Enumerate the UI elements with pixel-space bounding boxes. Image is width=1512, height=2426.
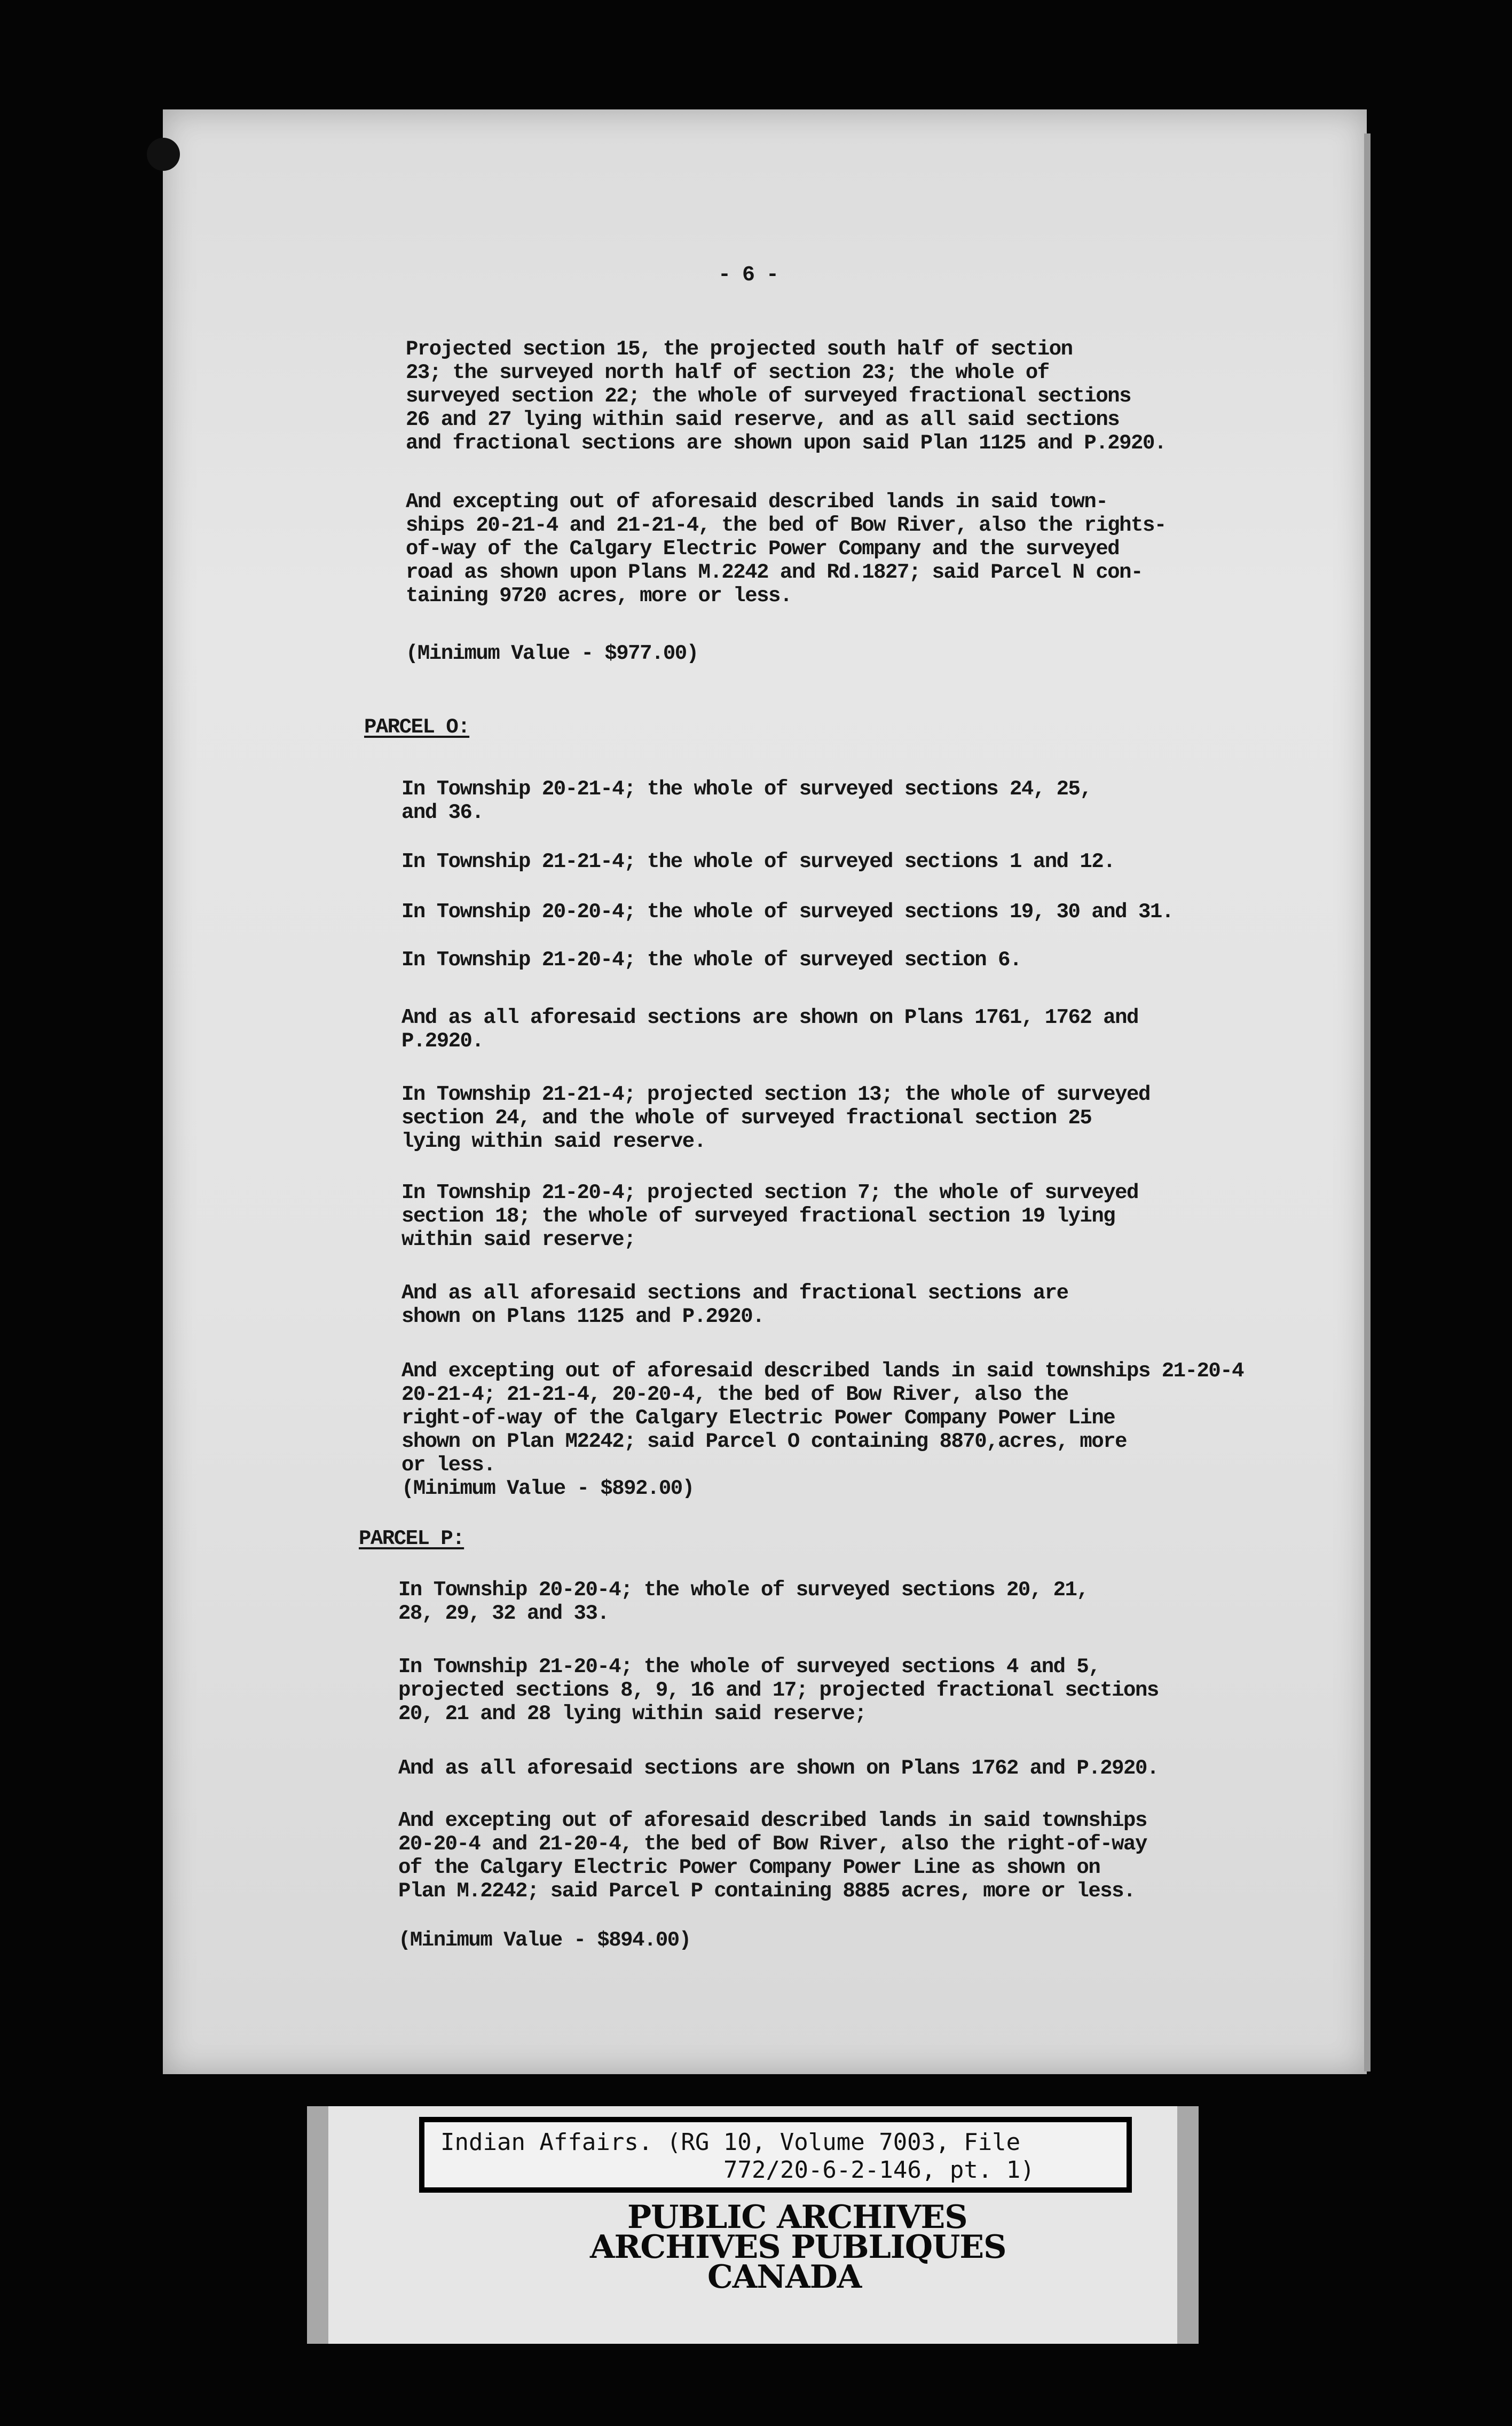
text-line: shown on Plan M2242; said Parcel O containing 8870,acres, more xyxy=(401,1430,1127,1453)
text-line: In Township 21-21-4; projected section 13; the whole of surveyed xyxy=(401,1083,1150,1106)
text-line: taining 9720 acres, more or less. xyxy=(406,584,792,608)
text-line: of-way of the Calgary Electric Power Company and the surveyed xyxy=(406,537,1120,561)
text-line: And excepting out of aforesaid described lands in said townships 21-20-4 xyxy=(401,1359,1244,1383)
text-line: 20-20-4 and 21-20-4, the bed of Bow River, also the right-of-way xyxy=(398,1832,1147,1856)
archive-reference-line: 772/20-6-2-146, pt. 1) xyxy=(723,2156,1035,2184)
text-line: lying within said reserve. xyxy=(401,1130,706,1153)
text-line: And excepting out of aforesaid described lands in said town- xyxy=(406,490,1108,514)
text-line: within said reserve; xyxy=(401,1228,636,1251)
archive-reference-label xyxy=(419,2117,1132,2193)
text-line: In Township 20-20-4; the whole of surveyed sections 19, 30 and 31. xyxy=(401,900,1174,924)
archive-stamp-line: ARCHIVES PUBLIQUES xyxy=(590,2228,1006,2266)
text-line: In Township 21-20-4; the whole of surveyed sections 4 and 5, xyxy=(398,1655,1100,1679)
archive-reference-line: Indian Affairs. (RG 10, Volume 7003, File xyxy=(440,2129,1021,2156)
text-line: and fractional sections are shown upon said Plan 1125 and P.2920. xyxy=(406,431,1166,455)
text-line: In Township 20-20-4; the whole of surveyed sections 20, 21, xyxy=(398,1578,1089,1602)
minimum-value: (Minimum Value - $892.00) xyxy=(401,1477,694,1500)
text-line: In Township 21-20-4; projected section 7; the whole of surveyed xyxy=(401,1181,1138,1204)
text-line: In Township 20-21-4; the whole of surveyed sections 24, 25, xyxy=(401,777,1092,801)
text-line: In Township 21-21-4; the whole of surveyed sections 1 and 12. xyxy=(401,850,1115,873)
text-line: And excepting out of aforesaid described lands in said townships xyxy=(398,1809,1147,1832)
text-line: 20-21-4; 21-21-4, 20-20-4, the bed of Bow River, also the xyxy=(401,1383,1068,1406)
text-line: And as all aforesaid sections are shown on Plans 1762 and P.2920. xyxy=(398,1757,1159,1780)
text-line: P.2920. xyxy=(401,1029,484,1053)
text-line: Plan M.2242; said Parcel P containing 8885 acres, more or less. xyxy=(398,1879,1135,1903)
text-line: 20, 21 and 28 lying within said reserve; xyxy=(398,1702,867,1726)
text-line: of the Calgary Electric Power Company Power Line as shown on xyxy=(398,1856,1100,1879)
text-line: section 24, and the whole of surveyed fractional section 25 xyxy=(401,1106,1092,1130)
text-line: right-of-way of the Calgary Electric Power Company Power Line xyxy=(401,1406,1115,1430)
text-line: section 18; the whole of surveyed fractional section 19 lying xyxy=(401,1204,1115,1228)
text-line: ships 20-21-4 and 21-21-4, the bed of Bow River, also the rights- xyxy=(406,514,1166,537)
text-line: Projected section 15, the projected south half of section xyxy=(406,337,1073,361)
minimum-value: (Minimum Value - $977.00) xyxy=(406,642,698,665)
parcel-heading: PARCEL P: xyxy=(359,1527,464,1550)
text-line: 28, 29, 32 and 33. xyxy=(398,1602,609,1625)
text-line: or less. xyxy=(401,1453,495,1477)
text-line: shown on Plans 1125 and P.2920. xyxy=(401,1305,765,1328)
text-line: road as shown upon Plans M.2242 and Rd.1827; said Parcel N con- xyxy=(406,561,1143,584)
page-number: - 6 - xyxy=(718,263,778,287)
text-line: projected sections 8, 9, 16 and 17; projected fractional sections xyxy=(398,1679,1159,1702)
text-line: And as all aforesaid sections are shown on Plans 1761, 1762 and xyxy=(401,1006,1138,1029)
archive-stamp-line: PUBLIC ARCHIVES xyxy=(627,2199,967,2236)
text-line: 23; the surveyed north half of section 23; the whole of xyxy=(406,361,1049,384)
text-line: In Township 21-20-4; the whole of surveyed section 6. xyxy=(401,948,1021,972)
text-line: And as all aforesaid sections and fractional sections are xyxy=(401,1281,1068,1305)
punch-hole xyxy=(147,138,180,171)
text-line: and 36. xyxy=(401,801,484,824)
page-edge-shadow xyxy=(1364,133,1371,2071)
text-line: 26 and 27 lying within said reserve, and as all said sections xyxy=(406,408,1120,431)
text-line: surveyed section 22; the whole of surveyed fractional sections xyxy=(406,384,1131,408)
archive-stamp-line: CANADA xyxy=(707,2258,862,2296)
minimum-value: (Minimum Value - $894.00) xyxy=(398,1928,691,1952)
parcel-heading: PARCEL O: xyxy=(364,715,470,739)
